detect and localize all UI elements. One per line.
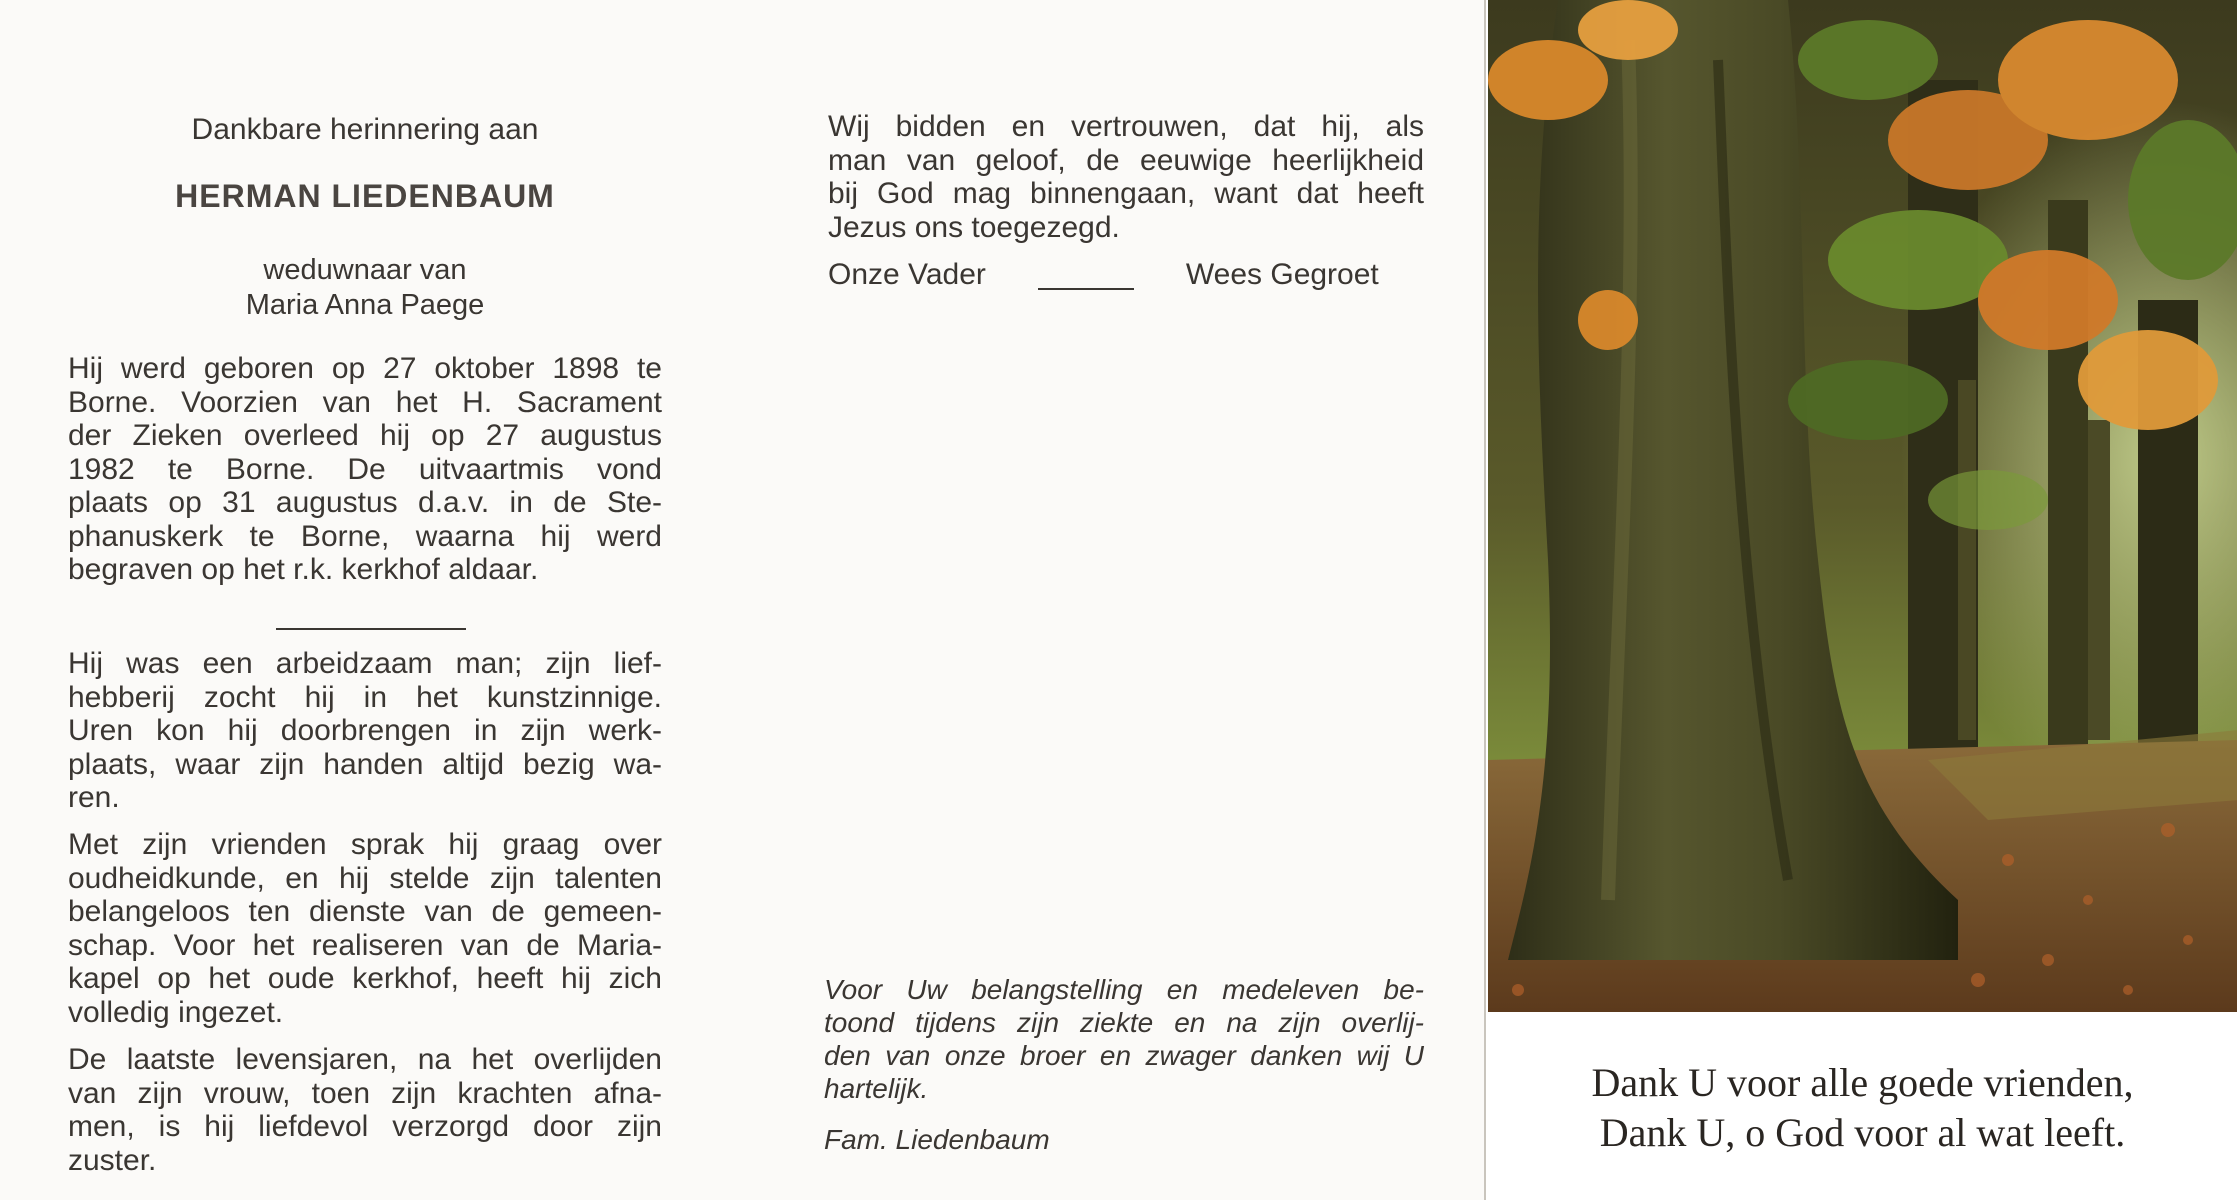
text-line: 1982 te Borne. De uitvaartmis vond xyxy=(68,452,662,486)
verse-line: Dank U, o God voor al wat leeft. xyxy=(1599,1110,2126,1155)
prayer-separator xyxy=(1038,288,1134,290)
middle-panel xyxy=(780,0,1480,1200)
prayer-hail-mary: Wees Gegroet xyxy=(1185,258,1379,291)
widower-of xyxy=(60,253,670,323)
text-line: den van onze broer en zwager danken wij U xyxy=(824,1040,1424,1071)
text-line: Hij werd geboren op 27 oktober 1898 te xyxy=(68,352,662,385)
text-line: plaats, waar zijn handen altijd bezig wa- xyxy=(68,747,662,781)
text-line: Borne. Voorzien van het H. Sacrament xyxy=(68,385,662,419)
left-panel xyxy=(0,0,740,1200)
widower-of-label: weduwnaar van xyxy=(263,254,467,286)
text-line: ren. xyxy=(68,781,120,814)
text-line: der Zieken overleed hij op 27 augustus xyxy=(68,419,662,452)
text-line: De laatste levensjaren, na het overlijden xyxy=(68,1043,662,1076)
verse-line: Dank U voor alle goede vrienden, xyxy=(1591,1060,2134,1105)
text-line: van zijn vrouw, toen zijn krachten afna- xyxy=(68,1076,662,1110)
text-line: toond tijdens zijn ziekte en na zijn overlij- xyxy=(824,1007,1424,1038)
biography-paragraph-3 xyxy=(68,828,662,1029)
text-line: begraven op het r.k. kerkhof aldaar. xyxy=(68,553,539,586)
prayer-our-father: Onze Vader xyxy=(828,258,986,291)
text-line: oudheidkunde, en hij stelde zijn talenten xyxy=(68,861,662,895)
text-line: kapel op het oude kerkhof, heeft hij zich xyxy=(68,962,662,995)
text-line: Uren kon hij doorbrengen in zijn werk- xyxy=(68,714,662,747)
prayer-paragraph xyxy=(828,110,1424,244)
biography-paragraph-1 xyxy=(68,352,662,587)
section-divider xyxy=(276,628,466,630)
thanks-paragraph xyxy=(824,973,1424,1105)
text-line: volledig ingezet. xyxy=(68,995,284,1029)
prayers-line xyxy=(828,258,1388,292)
deceased-name: HERMAN LIEDENBAUM xyxy=(175,178,555,214)
text-line: hartelijk. xyxy=(824,1073,929,1104)
text-line: schap. Voor het realiseren van de Maria- xyxy=(68,928,662,962)
text-line: Met zijn vrienden sprak hij graag over xyxy=(68,828,662,861)
text-line: phanuskerk te Borne, waarna hij werd xyxy=(68,519,662,553)
text-line: Wij bidden en vertrouwen, dat hij, als xyxy=(828,110,1424,143)
text-line: men, is hij liefdevol verzorgd door zijn xyxy=(68,1110,662,1143)
text-line: bij God mag binnengaan, want dat heeft xyxy=(828,177,1424,210)
autumn-forest-tree-photo xyxy=(1488,0,2237,1012)
verse xyxy=(1486,1058,2237,1158)
text-line: man van geloof, de eeuwige heerlijkheid xyxy=(828,143,1424,177)
text-line: Hij was een arbeidzaam man; zijn lief- xyxy=(68,647,662,680)
text-line: plaats op 31 augustus d.a.v. in de Ste- xyxy=(68,486,662,519)
text-line: belangeloos ten dienste van de gemeen- xyxy=(68,895,662,928)
biography-paragraph-4 xyxy=(68,1043,662,1177)
right-panel xyxy=(1484,0,2237,1200)
text-line: zuster. xyxy=(68,1143,157,1177)
intro-text: Dankbare herinnering aan xyxy=(191,113,539,146)
text-line: hebberij zocht hij in het kunstzinnige. xyxy=(68,680,662,714)
text-line: Voor Uw belangstelling en medeleven be- xyxy=(824,974,1424,1005)
spouse-name: Maria Anna Paege xyxy=(245,289,485,321)
biography-paragraph-2 xyxy=(68,647,662,815)
family-signature: Fam. Liedenbaum xyxy=(824,1124,1050,1155)
text-line: Jezus ons toegezegd. xyxy=(828,210,1120,244)
